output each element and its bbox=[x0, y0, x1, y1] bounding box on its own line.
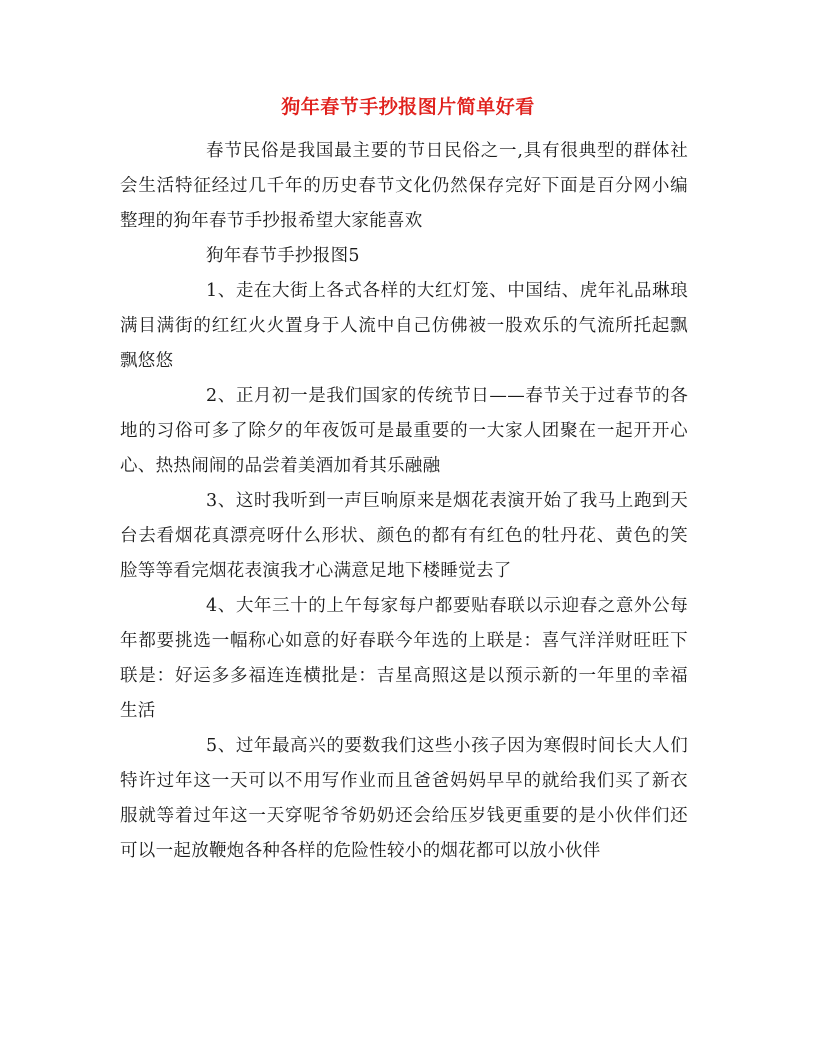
document-body bbox=[120, 134, 688, 869]
document-title: 狗年春节手抄报图片简单好看 bbox=[281, 96, 535, 118]
paragraph-item-3: 3、这时我听到一声巨响原来是烟花表演开始了我马上跑到天台去看烟花真漂亮呀什么形状、颜色的都有有红色的牡丹花、黄色的笑脸等等看完烟花表演我才心满意足地下楼睡觉去了 bbox=[120, 491, 688, 581]
paragraph-item-5: 5、过年最高兴的要数我们这些小孩子因为寒假时间长大人们特许过年这一天可以不用写作业而且爸爸妈妈早早的就给我们买了新衣服就等着过年这一天穿呢爷爷奶奶还会给压岁钱更重要的是小伙伴们还可以一起放鞭炮各种各样的危险性较小的烟花都可以放小伙伴 bbox=[120, 736, 688, 861]
paragraph-item-2: 2、正月初一是我们国家的传统节日——春节关于过春节的各地的习俗可多了除夕的年夜饭可是最重要的一大家人团聚在一起开开心心、热热闹闹的品尝着美酒加肴其乐融融 bbox=[120, 386, 688, 476]
paragraph-item-4: 4、大年三十的上午每家每户都要贴春联以示迎春之意外公每年都要挑选一幅称心如意的好春联今年选的上联是：喜气洋洋财旺旺下联是：好运多多福连连横批是：吉星高照这是以预示新的一年里的幸福生活 bbox=[120, 596, 688, 721]
section-heading: 狗年春节手抄报图5 bbox=[206, 246, 360, 266]
intro-paragraph: 春节民俗是我国最主要的节日民俗之一,具有很典型的群体社会生活特征经过几千年的历史春节文化仍然保存完好下面是百分网小编整理的狗年春节手抄报希望大家能喜欢 bbox=[120, 141, 688, 231]
paragraph-item-1: 1、走在大街上各式各样的大红灯笼、中国结、虎年礼品琳琅满目满街的红红火火置身于人流中自己仿佛被一股欢乐的气流所托起飘飘悠悠 bbox=[120, 281, 688, 371]
